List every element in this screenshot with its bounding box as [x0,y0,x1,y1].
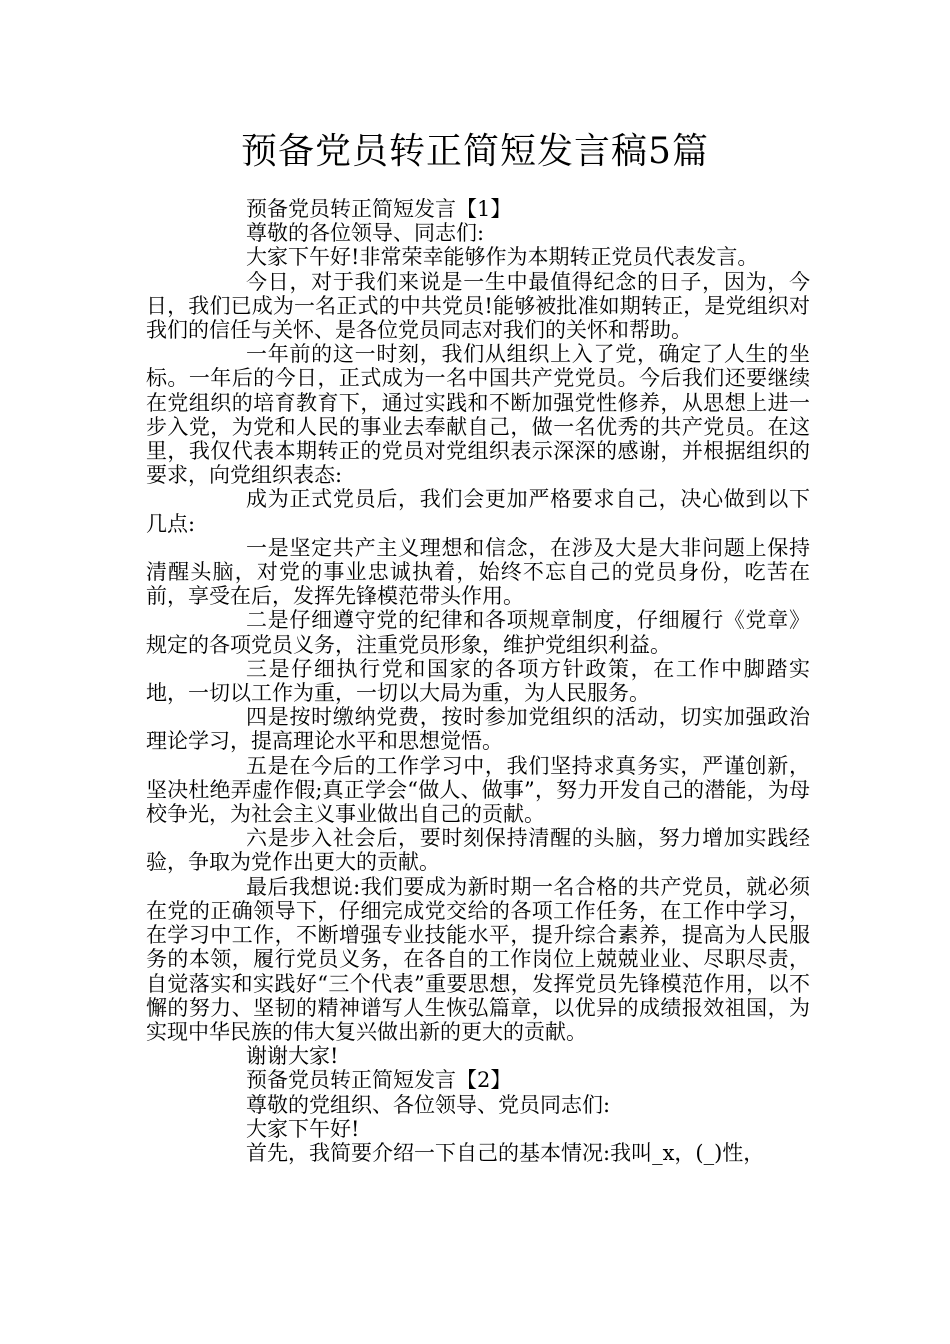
paragraph: 成为正式党员后，我们会更加严格要求自己，决心做到以下几点: [146,487,810,536]
salutation: 尊敬的党组织、各位领导、党员同志们: [246,1092,611,1117]
thanks: 谢谢大家! [246,1044,339,1069]
paragraph: 今日，对于我们来说是一生中最值得纪念的日子，因为，今日，我们已成为一名正式的中共党员!能够被批准如期转正，是党组织对我们的信任与关怀、是各位党员同志对我们的关怀和帮助。 [146,269,810,343]
paragraph: 首先，我简要介绍一下自己的基本情况:我叫_x，(_)性， [246,1140,765,1165]
pledge-item-5: 五是在今后的工作学习中，我们坚持求真务实，严谨创新，坚决杜绝弄虚作假;真正学会“做人、做事”，努力开发自己的潜能，为母校争光，为社会主义事业做出自己的贡献。 [146,753,810,827]
greeting: 大家下午好! [246,1116,360,1141]
pledge-item-3: 三是仔细执行党和国家的各项方针政策，在工作中脚踏实地，一切以工作为重，一切以大局为重，为人民服务。 [146,656,810,706]
closing-paragraph: 最后我想说:我们要成为新时期一名合格的共产党员，就必须在党的正确领导下，仔细完成党交给的各项工作任务，在工作中学习，在学习中工作，不断增强专业技能水平，提升综合素养，提高为人民服务的本领，履行党员义务，在各自的工作岗位上兢兢业业、尽职尽责，自觉落实和实践好“三个代表”重要思想，发挥党员先锋模范作用，以不懈的努力、坚韧的精神谱写人生恢弘篇章，以优异的成绩报效祖国，为实现中华民族的伟大复兴做出新的更大的贡献。 [146,874,810,1044]
pledge-item-6: 六是步入社会后，要时刻保持清醒的头脑，努力增加实践经验，争取为党作出更大的贡献。 [146,826,810,875]
salutation: 尊敬的各位领导、同志们: [246,221,485,246]
pledge-item-4: 四是按时缴纳党费，按时参加党组织的活动，切实加强政治理论学习，提高理论水平和思想觉悟。 [146,705,810,754]
document-title: 预备党员转正简短发言稿5篇 [241,131,709,172]
paragraph: 一年前的这一时刻，我们从组织上入了党，确定了人生的坐标。一年后的今日，正式成为一名中国共产党党员。今后我们还要继续在党组织的培育教育下，通过实践和不断加强党性修养，从思想上进一步入党，为党和人民的事业去奉献自己，做一名优秀的共产党员。在这里，我仅代表本期转正的党员对党组织表示深深的感谢，并根据组织的要求，向党组织表态: [146,342,810,488]
document-body [146,197,810,1165]
speech-heading-2: 预备党员转正简短发言【2】 [246,1068,512,1093]
pledge-item-1: 一是坚定共产主义理想和信念，在涉及大是大非问题上保持清醒头脑，对党的事业忠诚执着，始终不忘自己的党员身份，吃苦在前，享受在后，发挥先锋模范带头作用。 [146,535,810,609]
speech-heading-1: 预备党员转正简短发言【1】 [246,197,512,221]
pledge-item-2: 二是仔细遵守党的纪律和各项规章制度，仔细履行《党章》规定的各项党员义务，注重党员形象，维护党组织利益。 [146,608,810,657]
greeting: 大家下午好!非常荣幸能够作为本期转正党员代表发言。 [246,245,759,270]
